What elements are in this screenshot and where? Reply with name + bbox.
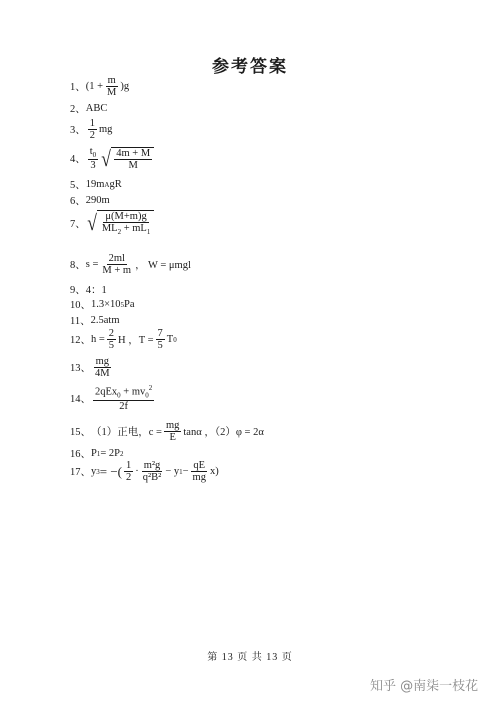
answer-text: 19m	[85, 179, 105, 190]
answer-3	[70, 118, 112, 141]
radicand	[97, 210, 155, 236]
subscript: 2	[119, 449, 124, 458]
fraction-denominator: E	[169, 432, 176, 444]
subscript: 2	[117, 228, 122, 237]
fraction	[141, 460, 164, 483]
answer-text: Pa	[124, 299, 135, 310]
subscript: 3	[96, 467, 100, 476]
fraction-denominator: M + m	[102, 265, 132, 277]
answer-number: 5、	[70, 180, 86, 191]
fraction	[156, 328, 165, 351]
subscript: 1	[179, 467, 183, 476]
fraction-denominator	[100, 223, 153, 236]
answer-text: P	[91, 448, 97, 459]
answer-number: 15、	[70, 427, 91, 439]
answer-9	[70, 282, 107, 297]
answer-number: 9、	[70, 285, 86, 296]
answer-6	[70, 193, 110, 208]
superscript: 2	[148, 384, 153, 392]
answer-text: ·	[135, 466, 139, 478]
fraction	[100, 253, 133, 276]
fraction-denominator: mg	[192, 472, 206, 484]
answer-text: (1 +	[85, 81, 104, 93]
fraction-denominator: 2	[89, 130, 95, 142]
subscript: 1	[96, 449, 101, 458]
answer-text: = −(	[99, 463, 122, 479]
answer-5	[70, 177, 122, 192]
answer-number: 1、	[70, 82, 86, 94]
square-root	[86, 210, 155, 236]
subscript: 0	[145, 391, 149, 400]
answer-12	[70, 328, 177, 351]
fraction	[107, 328, 116, 351]
fraction-numerator: qE	[193, 460, 206, 471]
answer-7	[70, 210, 154, 236]
answer-number: 10、	[70, 300, 91, 311]
watermark: 知乎 @南柒一枝花	[370, 679, 479, 694]
numerator-text: 2qEx	[95, 386, 118, 398]
answer-text: tanα ，（2）φ = 2α	[183, 427, 264, 439]
fraction	[105, 75, 118, 98]
fraction-denominator: 3	[90, 160, 96, 172]
answer-text: h =	[91, 334, 105, 346]
square-root	[100, 147, 154, 171]
subscript: 0	[117, 391, 121, 400]
answer-number: 3、	[70, 125, 86, 137]
answer-17	[70, 460, 219, 483]
fraction-numerator: mg	[95, 356, 109, 367]
answer-number: 12、	[70, 335, 91, 347]
fraction-numerator: mg	[165, 420, 180, 431]
answer-text: gR	[109, 179, 122, 190]
fraction-denominator: 2f	[119, 400, 128, 412]
fraction	[100, 211, 153, 236]
fraction-denominator: M	[128, 159, 138, 171]
fraction	[114, 148, 152, 171]
answer-number: 17、	[70, 467, 91, 479]
subscript: 1	[146, 228, 151, 237]
answer-text: −	[182, 466, 189, 478]
answer-14	[70, 385, 156, 412]
answer-text: = 2P	[100, 448, 120, 459]
answer-number: 16、	[70, 449, 91, 460]
answer-text: )g	[120, 81, 130, 93]
fraction	[93, 356, 112, 379]
answer-text: 1.3×10	[91, 299, 121, 310]
answer-text: 2.5atm	[90, 315, 120, 326]
answer-13	[70, 356, 114, 379]
fraction	[93, 385, 154, 412]
subscript: 0	[173, 335, 177, 344]
answer-10	[70, 297, 135, 312]
answer-text: 4：1	[85, 285, 107, 296]
fraction-denominator: M	[107, 87, 117, 99]
fraction-denominator: q²B²	[142, 472, 162, 484]
fraction-denominator: 5	[108, 340, 115, 352]
answer-number: 11、	[70, 316, 91, 327]
subscript: 0	[92, 151, 97, 160]
answer-text: ， W = μmgl	[135, 260, 191, 272]
radicand	[111, 147, 154, 171]
answer-text: mg	[99, 124, 113, 136]
fraction	[88, 118, 97, 141]
fraction-numerator: 7	[157, 328, 163, 339]
fraction-numerator: 2	[108, 328, 115, 339]
answer-number: 4、	[70, 154, 86, 166]
answer-8	[70, 253, 191, 276]
numerator-text: t	[89, 146, 93, 157]
subscript: A	[104, 180, 110, 189]
fraction-numerator: 4m + M	[116, 147, 151, 159]
answer-text: x)	[209, 466, 219, 478]
denominator-text: + mL	[121, 223, 147, 235]
fraction-denominator: 2	[126, 472, 132, 484]
page-footer: 第 13 页 共 13 页	[207, 652, 293, 663]
fraction-numerator	[93, 385, 154, 401]
fraction	[124, 460, 133, 483]
answer-number: 14、	[70, 393, 91, 405]
answer-15	[70, 420, 264, 443]
answer-16	[70, 446, 123, 461]
answer-text: 290m	[85, 195, 110, 206]
fraction	[88, 146, 98, 171]
radical-sign-icon: √	[86, 210, 97, 236]
answer-4	[70, 146, 154, 171]
superscript: 5	[120, 300, 125, 309]
answer-number: 6、	[70, 196, 86, 207]
fraction-denominator: 5	[157, 340, 163, 352]
answer-11	[70, 313, 120, 328]
answer-text: T	[166, 334, 174, 346]
answer-number: 7、	[70, 218, 86, 230]
fraction	[164, 420, 181, 443]
answer-number: 8、	[70, 260, 86, 272]
fraction-numerator: m	[107, 75, 116, 86]
answer-2	[70, 101, 107, 116]
fraction-numerator: m²g	[143, 460, 161, 471]
answer-text: s =	[85, 259, 99, 271]
page-title: 参考答案	[212, 57, 288, 77]
fraction-numerator: 2ml	[108, 253, 125, 264]
answer-text: （1）正电，c =	[91, 427, 162, 439]
numerator-text: + mv	[120, 386, 146, 398]
answer-number: 2、	[70, 104, 86, 115]
answer-text: y	[91, 466, 97, 478]
answer-text: − y	[165, 466, 180, 478]
fraction-numerator: 1	[126, 460, 132, 471]
radical-sign-icon: √	[101, 145, 112, 171]
fraction-numerator	[88, 146, 98, 160]
answer-1	[70, 75, 129, 98]
answer-number: 13、	[70, 363, 91, 375]
fraction-numerator: 1	[89, 118, 95, 129]
answer-text: H ，T =	[118, 335, 154, 347]
fraction	[191, 460, 208, 483]
answer-text: ABC	[85, 103, 108, 114]
fraction-denominator: 4M	[95, 368, 110, 380]
fraction-numerator: μ(M+m)g	[105, 211, 147, 222]
denominator-text: ML	[101, 223, 118, 235]
